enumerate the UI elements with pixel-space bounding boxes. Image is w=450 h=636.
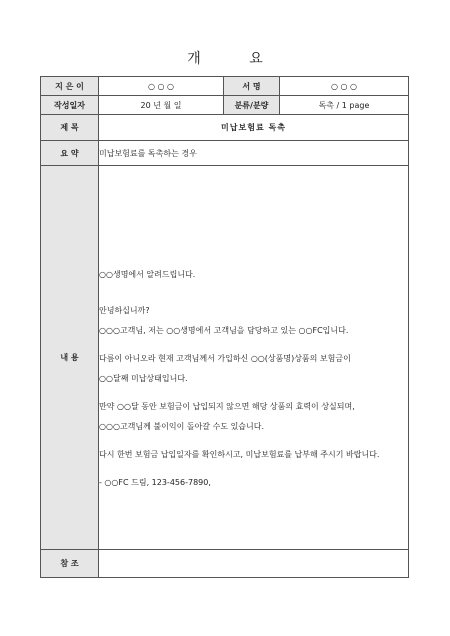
signoff-paragraph xyxy=(99,477,408,488)
signoff-line: - ○○FC 드림, 123-456-7890, xyxy=(99,477,211,487)
summary-row xyxy=(41,141,409,166)
overview-form-table xyxy=(40,76,409,578)
summary-label: 요 약 xyxy=(41,141,99,166)
greeting-intro: ○○생명에서 알려드립니다. xyxy=(99,269,196,279)
warning-line-1: 만약 ○○달 동안 보험금이 납입되지 않으면 해당 상품의 효력이 상실되며, xyxy=(99,401,355,411)
subject-label: 제 목 xyxy=(41,115,99,141)
category-label: 분류/분량 xyxy=(224,96,280,115)
reference-label: 참 조 xyxy=(41,550,99,578)
author-row xyxy=(41,77,409,96)
content-body[interactable] xyxy=(99,166,409,550)
intro-paragraph xyxy=(99,305,408,336)
warning-paragraph xyxy=(99,401,408,432)
summary-value[interactable]: 미납보험료를 독촉하는 경우 xyxy=(99,141,409,166)
date-row xyxy=(41,96,409,115)
date-label: 작성일자 xyxy=(41,96,99,115)
signature-value[interactable]: ○ ○ ○ xyxy=(280,77,409,96)
intro-line: ○○○고객님, 저는 ○○생명에서 고객님을 담당하고 있는 ○○FC입니다. xyxy=(99,325,349,335)
hello-line: 안녕하십니까? xyxy=(99,305,150,315)
author-label: 지 은 이 xyxy=(41,77,99,96)
unpaid-line-1: 다름이 아니오라 현재 고객님께서 가입하신 ○○(상품명)상품의 보험금이 xyxy=(99,353,351,363)
content-label: 내 용 xyxy=(41,166,99,550)
subject-value[interactable]: 미납보험료 독촉 xyxy=(99,115,409,141)
subject-row xyxy=(41,115,409,141)
document-title: 개 요 xyxy=(187,51,285,67)
greeting-paragraph xyxy=(99,269,408,280)
unpaid-line-2: ○○달째 미납상태입니다. xyxy=(99,373,188,383)
request-line: 다시 한번 보험금 납입일자를 확인하시고, 미납보험료를 납부해 주시기 바랍니다. xyxy=(99,449,380,459)
reference-row xyxy=(41,550,409,578)
signature-label: 서 명 xyxy=(224,77,280,96)
author-value[interactable]: ○ ○ ○ xyxy=(99,77,224,96)
request-paragraph xyxy=(99,449,408,460)
unpaid-paragraph xyxy=(99,353,408,384)
reference-value[interactable] xyxy=(99,550,409,578)
content-row xyxy=(41,166,409,550)
warning-line-2: ○○○고객님께 불이익이 돌아갈 수도 있습니다. xyxy=(99,421,265,431)
date-value[interactable]: 20 년 월 일 xyxy=(99,96,224,115)
category-value[interactable]: 독촉 / 1 page xyxy=(280,96,409,115)
